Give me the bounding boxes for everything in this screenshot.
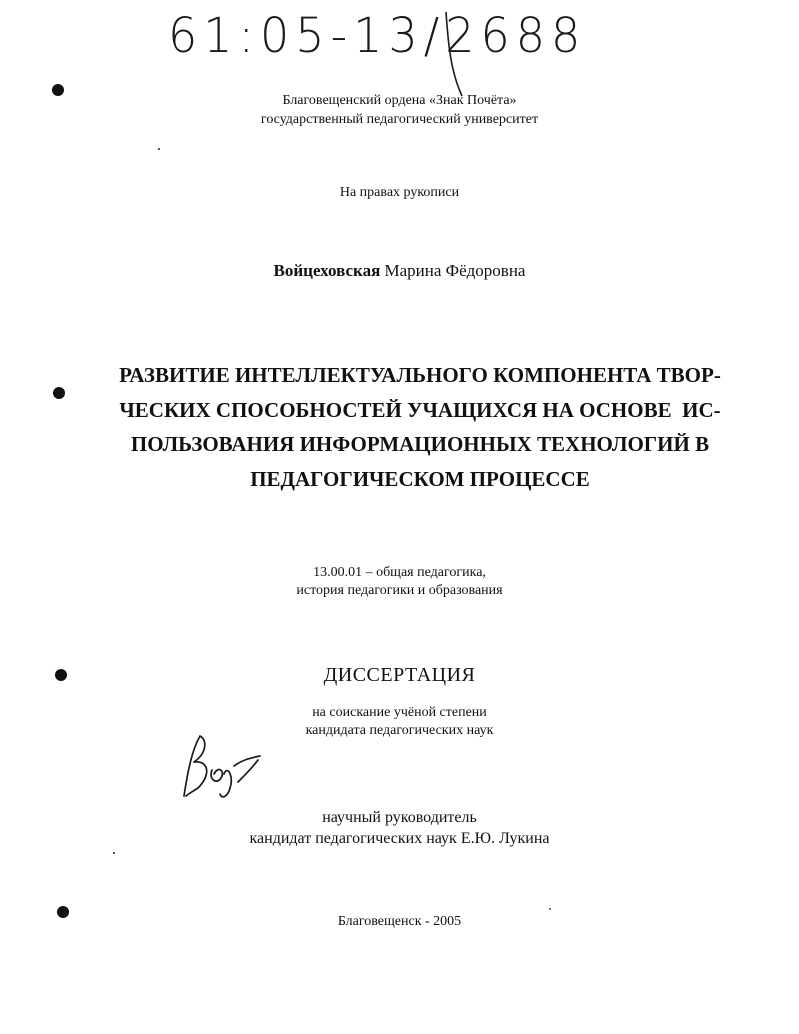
- author-given-names: Марина Фёдоровна: [380, 261, 526, 280]
- author-name: [0, 261, 799, 281]
- institution-line-1: Благовещенский ордена «Знак Почёта»: [282, 93, 517, 108]
- author-surname: Войцеховская: [273, 261, 381, 280]
- place-and-year: Благовещенск - 2005: [337, 914, 462, 929]
- supervisor-line-1: научный руководитель: [322, 809, 477, 826]
- binding-hole-mark: [53, 387, 65, 399]
- specialty-line-1: 13.00.01 – общая педагогика,: [313, 565, 486, 580]
- scan-speck: [113, 852, 115, 854]
- institution-block: [0, 91, 799, 129]
- handwritten-slash-mark: [440, 10, 470, 100]
- author-signature: [178, 730, 268, 805]
- supervisor-block: [0, 807, 799, 849]
- manuscript-rights: На правах рукописи: [339, 185, 460, 200]
- specialty-block: [0, 564, 799, 600]
- supervisor-line-2: кандидат педагогических наук Е.Ю. Лукина: [249, 830, 550, 847]
- dissertation-title: [110, 358, 730, 496]
- document-type-heading: ДИССЕРТАЦИЯ: [323, 664, 476, 686]
- scan-speck: [158, 148, 160, 150]
- title-line-2: ЧЕСКИХ СПОСОБНОСТЕЙ УЧАЩИХСЯ НА ОСНОВЕ ИС-: [119, 397, 721, 422]
- degree-line-1: на соискание учёной степени: [312, 705, 487, 720]
- specialty-line-2: история педагогики и образования: [296, 583, 503, 598]
- scan-speck: [549, 908, 551, 910]
- degree-line-2: кандидата педагогических наук: [305, 723, 494, 738]
- title-line-3: ПОЛЬЗОВАНИЯ ИНФОРМАЦИОННЫХ ТЕХНОЛОГИЙ В: [130, 432, 710, 456]
- institution-line-2: государственный педагогический университет: [260, 112, 539, 127]
- archive-shelf-mark: 61:05-13/2688: [168, 6, 587, 64]
- title-line-1: РАЗВИТИЕ ИНТЕЛЛЕКТУАЛЬНОГО КОМПОНЕНТА ТВОР-: [119, 363, 721, 387]
- degree-block: [0, 704, 799, 740]
- title-line-4: ПЕДАГОГИЧЕСКОМ ПРОЦЕССЕ: [250, 466, 590, 491]
